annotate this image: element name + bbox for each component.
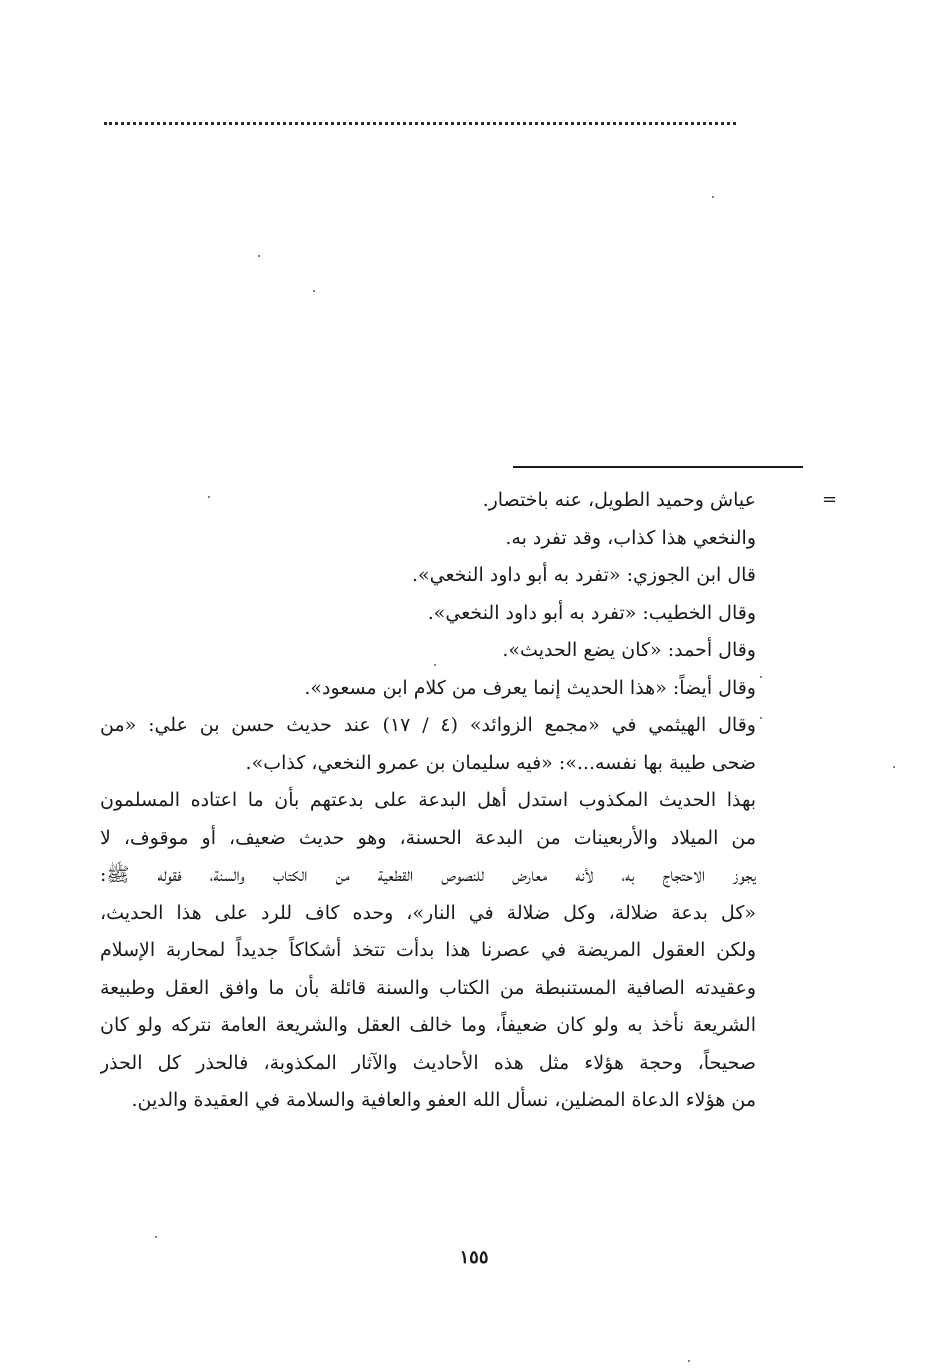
main-text-block: [100, 482, 756, 1120]
scan-speck: [688, 1360, 690, 1362]
text-line: عياش وحميد الطويل، عنه باختصار.: [482, 489, 756, 511]
scan-speck: [712, 196, 714, 198]
scan-speck: [760, 717, 762, 719]
page-number: ١٥٥: [459, 1247, 489, 1268]
scan-speck: [313, 290, 315, 292]
footnote-separator-rule: [513, 466, 803, 468]
text-line: وقال أيضاً: «هذا الحديث إنما يعرف من كلام ابن مسعود».: [304, 676, 756, 699]
text-line: بهذا الحديث المكذوب استدل أهل البدعة على بدعتهم بأن ما اعتاده المسلمون: [100, 789, 756, 811]
text-line: وقال الهيثمي في «مجمع الزوائد» (٤ / ١٧) عند حديث حسن بن علي: «من: [100, 714, 756, 736]
text-line: والنخعي هذا كذاب، وقد تفرد به.: [505, 526, 756, 549]
scan-speck: [208, 496, 210, 498]
text-line: ضحى طيبة بها نفسه...»: «فيه سليمان بن عمرو النخعي، كذاب».: [245, 751, 756, 774]
text-line: وقال أحمد: «كان يضع الحديث».: [502, 639, 756, 661]
text-line: صحيحاً، وحجة هؤلاء مثل هذه الأحاديث والآثار المكذوبة، فالحذر كل الحذر: [100, 1051, 756, 1074]
scan-speck: [434, 664, 436, 666]
scan-speck: [760, 676, 762, 678]
text-line: وقال الخطيب: «تفرد به أبو داود النخعي».: [427, 601, 756, 624]
text-line: «كل بدعة ضلالة، وكل ضلالة في النار»، وحده كاف للرد على هذا الحديث،: [100, 901, 756, 924]
text-line: من الميلاد والأربعينات من البدعة الحسنة، وهو حديث ضعيف، أو موقوف، لا: [100, 826, 756, 849]
continuation-mark: =: [822, 489, 838, 510]
text-line: ولكن العقول المريضة في عصرنا هذا بدأت تتخذ أشكاكاً جديداً لمحاربة الإسلام: [100, 939, 756, 961]
scan-speck: [258, 255, 260, 257]
text-line: من هؤلاء الدعاة المضلين، نسأل الله العفو والعافية والسلامة في العقيدة والدين.: [131, 1089, 756, 1111]
text-line: وعقيدته الصافية المستنبطة من الكتاب والسنة قائلة بأن ما وافق العقل وطبيعة: [100, 976, 756, 999]
scan-speck: [155, 1236, 157, 1238]
text-line: الشريعة نأخذ به ولو كان ضعيفاً، وما خالف العقل والشريعة العامة نتركه ولو كان: [100, 1014, 756, 1036]
scan-speck: [893, 766, 895, 768]
top-dotted-rule: [104, 122, 736, 125]
text-line: يجوز الاحتجاج به، لأنه معارض للنصوص القطعية من الكتاب والسنة، فقوله ﷺ:: [100, 864, 756, 886]
text-line: قال ابن الجوزي: «تفرد به أبو داود النخعي».: [411, 564, 756, 586]
